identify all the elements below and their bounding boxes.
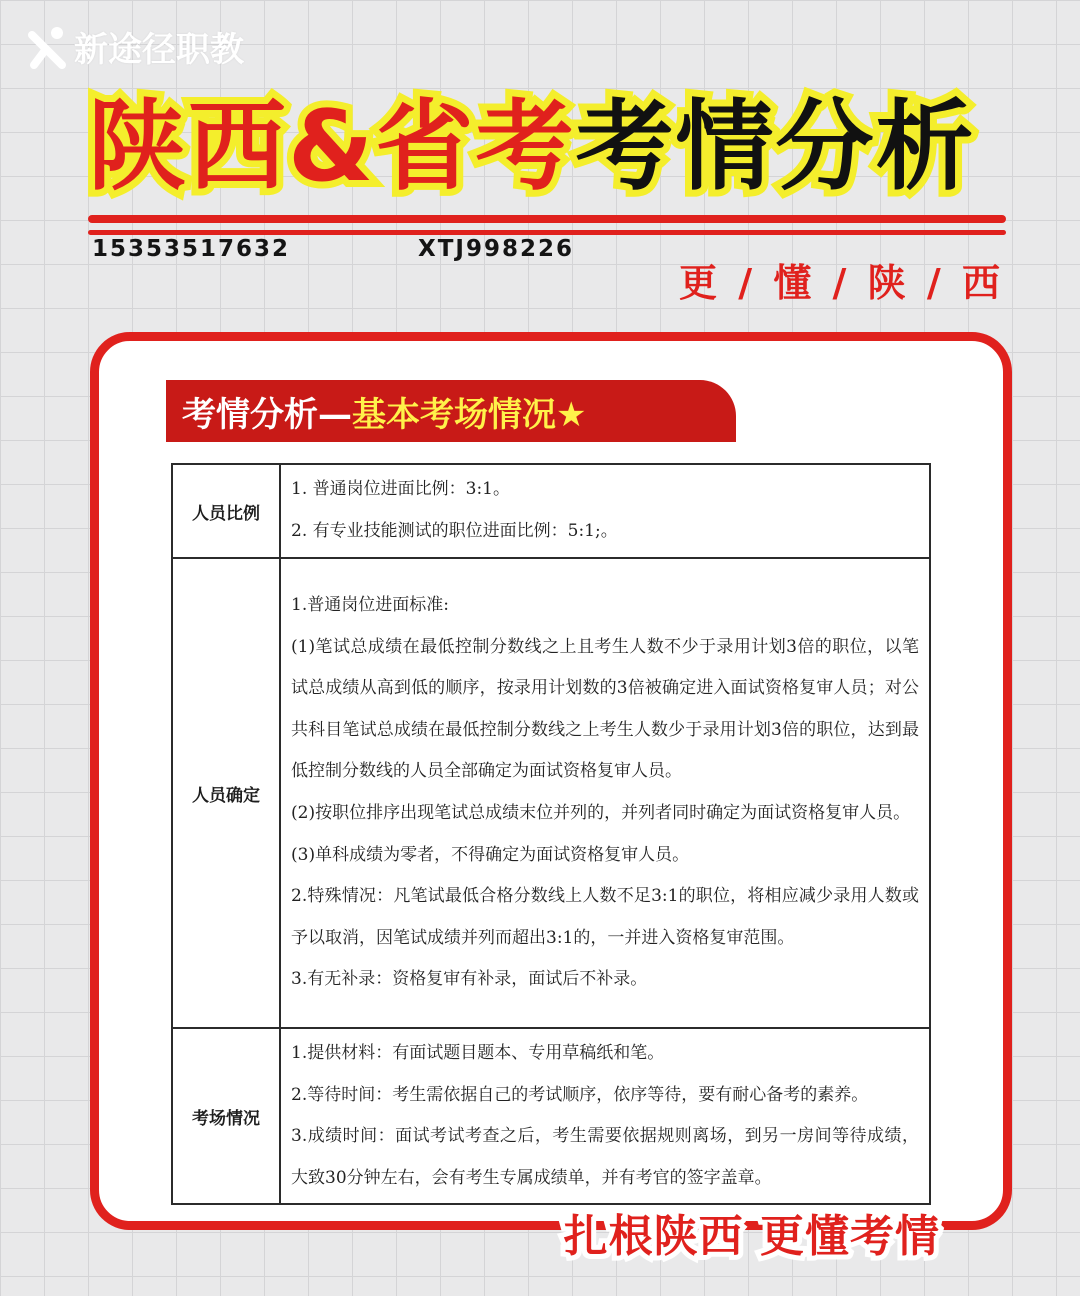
page-title	[88, 88, 1018, 206]
title-topic: 考情分析	[575, 90, 976, 204]
row-content-venue	[280, 1028, 930, 1204]
table-line: 3.成绩时间：面试考试考查之后，考生需要依据规则离场，到另一房间等待成绩，大致30分钟左右，会有考生专属成绩单，并有考官的签字盖章。	[291, 1126, 919, 1188]
section-banner	[166, 380, 736, 442]
footer-slogan: 扎根陕西 更懂考情	[563, 1211, 940, 1262]
tagline: 更 / 懂 / 陕 / 西	[678, 261, 1004, 305]
brand-person-icon	[28, 25, 68, 69]
table-line: (2)按职位排序出现笔试总成绩末位并列的，并列者同时确定为面试资格复审人员。	[291, 803, 911, 823]
exam-info-table	[171, 463, 931, 1205]
table-line: (1)笔试总成绩在最低控制分数线之上且考生人数不少于录用计划3倍的职位，以笔试总成绩从高到低的顺序，按录用计划数的3倍被确定进入面试资格复审人员；对公共科目笔试总成绩在最低控制分数线之上考生人数少于录用计划3倍的职位，达到最低控制分数线的人员全部确定为面试资格复审人员。	[291, 636, 919, 782]
brand-logo	[28, 22, 244, 71]
row-label-venue: 考场情况	[172, 1028, 280, 1204]
banner-subtitle: 基本考场情况★	[352, 394, 587, 435]
table-line: 1. 普通岗位进面比例：3:1。	[291, 479, 510, 500]
table-line: 1.提供材料：有面试题目题本、专用草稿纸和笔。	[291, 1043, 665, 1063]
table-line: 2.等待时间：考生需依据自己的考试顺序，依序等待，要有耐心备考的素养。	[291, 1084, 869, 1105]
table-line: 2. 有专业技能测试的职位进面比例：5:1;。	[291, 521, 618, 541]
table-row	[172, 464, 930, 558]
row-label-ratio: 人员比例	[172, 464, 280, 558]
row-label-selection: 人员确定	[172, 558, 280, 1028]
title-region: 陕西&省考	[88, 90, 576, 204]
table-line: 2.特殊情况：凡笔试最低合格分数线上人数不足3:1的职位，将相应减少录用人数或予以取消，因笔试成绩并列而超出3:1的，一并进入资格复审范围。	[291, 886, 919, 948]
table-row	[172, 558, 930, 1028]
brand-name: 新途径职教	[74, 30, 244, 70]
banner-title: 考情分析—	[182, 394, 352, 435]
phone-number: 15353517632	[92, 236, 291, 262]
title-underline-thick	[88, 215, 1006, 223]
table-line: 1.普通岗位进面标准:	[291, 595, 449, 616]
row-content-ratio	[280, 464, 930, 558]
table-line: (3)单科成绩为零者，不得确定为面试资格复审人员。	[291, 844, 690, 865]
table-row	[172, 1028, 930, 1204]
table-line: 3.有无补录：资格复审有补录，面试后不补录。	[291, 969, 648, 990]
wechat-id: XTJ998226	[418, 236, 574, 262]
title-underline-thin	[88, 230, 1006, 235]
row-content-selection	[280, 558, 930, 1028]
